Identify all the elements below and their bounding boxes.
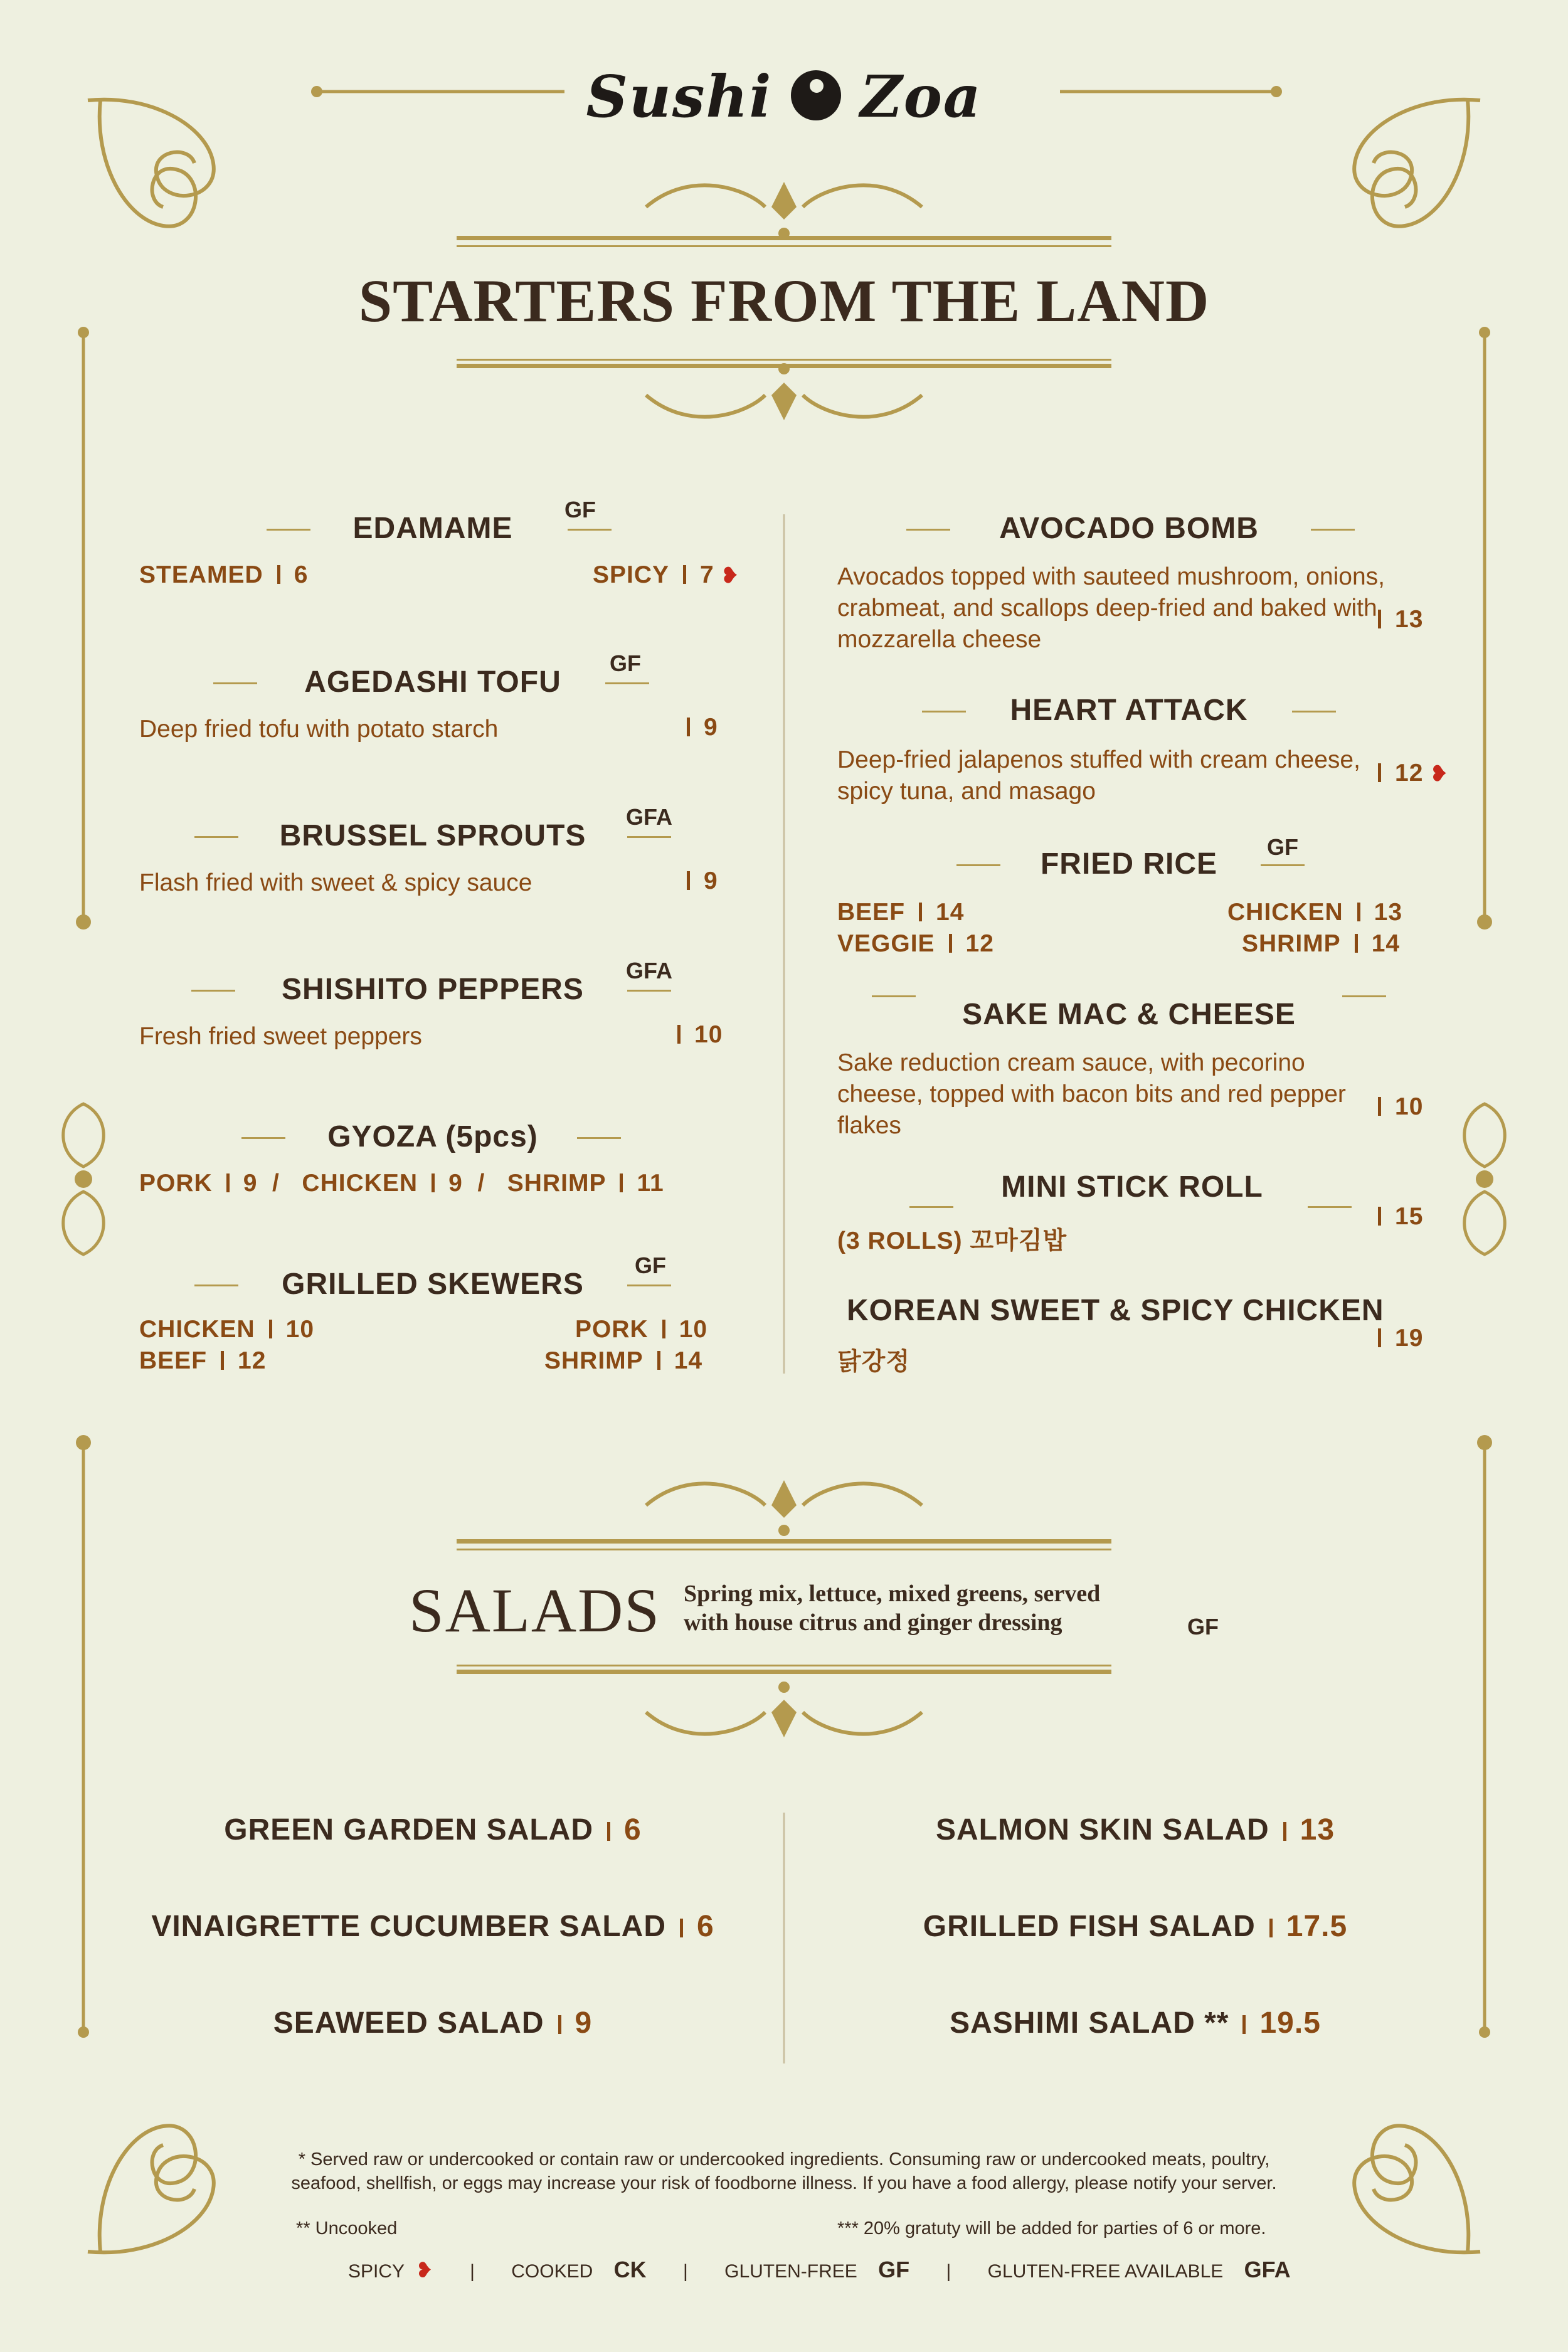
item-title-brussel-sprouts: BRUSSEL SPROUTS — [279, 819, 586, 852]
header-rule — [627, 1285, 671, 1286]
header-rule — [1342, 995, 1386, 997]
chili-pepper-icon: ❥ — [714, 564, 739, 588]
item-price: 12 ❥ — [1378, 760, 1448, 787]
option-beef: BEEF 12 — [139, 1347, 267, 1374]
tag-gf: GF — [635, 1253, 666, 1278]
item-title-gyoza: GYOZA (5pcs) — [327, 1120, 538, 1153]
tag-gf: GF — [1267, 834, 1298, 860]
option-veggie: VEGGIE 12 — [837, 930, 994, 957]
header-rule — [956, 864, 1000, 866]
warning-line1: * Served raw or undercooked or contain raw or undercooked ingredients. Consuming raw or undercooked meats, poultry, — [298, 2149, 1270, 2169]
option-chicken: CHICKEN 10 — [139, 1316, 315, 1343]
brand-logo — [0, 63, 1568, 130]
legend-gfa-code: GFA — [1244, 2257, 1291, 2282]
option-shrimp: SHRIMP 14 — [544, 1347, 703, 1374]
salads-desc-line2: with house citrus and ginger dressing — [684, 1609, 1062, 1636]
item-price: 13 — [1378, 606, 1423, 633]
header-rule — [909, 1206, 953, 1208]
chili-pepper-icon: ❥ — [409, 2259, 433, 2282]
tag-gf: GF — [1187, 1614, 1219, 1640]
header-rule — [241, 1137, 285, 1139]
gyoza-options: PORK 9 / CHICKEN 9 / SHRIMP 11 — [139, 1170, 664, 1197]
header-rule — [213, 682, 257, 684]
salad-vinaigrette-cucumber: VINAIGRETTE CUCUMBER SALAD 6 — [151, 1910, 714, 1943]
salads-title: SALADS — [409, 1576, 660, 1645]
option-pork: PORK 10 — [575, 1316, 708, 1343]
legend-gf-label: GLUTEN-FREE — [724, 2261, 857, 2282]
item-desc: Avocados topped with sauteed mushroom, onions, crabmeat, and scallops deep-fried and baked with mozzarella cheese — [837, 563, 1385, 653]
legend: SPICY ❥ | COOKED CK | GLUTEN-FREE GF | GLUTEN-FREE AVAILABLE GFA — [348, 2257, 1291, 2282]
item-title-heart-attack: HEART ATTACK — [1010, 694, 1248, 727]
header-rule — [194, 1285, 238, 1286]
legend-cooked-label: COOKED — [511, 2261, 593, 2282]
tag-gfa: GFA — [626, 804, 673, 830]
item-price: 9 — [687, 714, 718, 741]
warning-line2: seafood, shellfish, or eggs may increase your risk of foodborne illness. If you have a food allergy, please notify your server. — [291, 2173, 1277, 2193]
header-rule — [872, 995, 916, 997]
brand-name-left: Sushi — [586, 63, 773, 130]
header-rule — [191, 990, 235, 992]
salad-green-garden: GREEN GARDEN SALAD 6 — [224, 1813, 642, 1846]
salad-grilled-fish: GRILLED FISH SALAD 17.5 — [923, 1910, 1348, 1943]
item-price: 9 — [687, 867, 718, 895]
header-rule — [1292, 711, 1336, 712]
legend-cooked-code: CK — [613, 2257, 647, 2282]
header-rule — [194, 836, 238, 838]
option-steamed: STEAMED 6 — [139, 561, 309, 588]
salad-salmon-skin: SALMON SKIN SALAD 13 — [935, 1813, 1335, 1846]
item-title-fried-rice: FRIED RICE — [1040, 847, 1217, 881]
item-price: 15 — [1378, 1203, 1423, 1231]
salads-desc-line1: Spring mix, lettuce, mixed greens, served — [684, 1581, 1101, 1607]
option-spicy: SPICY 7 ❥ — [593, 561, 739, 588]
item-title-edamame: EDAMAME — [352, 512, 513, 545]
header-rule — [922, 711, 966, 712]
yin-yang-icon — [791, 70, 841, 120]
tag-gfa: GFA — [626, 958, 673, 983]
header-rule — [1308, 1206, 1352, 1208]
salad-seaweed: SEAWEED SALAD 9 — [273, 2006, 593, 2040]
header-rule — [1261, 864, 1305, 866]
starters-title: STARTERS FROM THE LAND — [358, 267, 1210, 334]
header-rule — [1311, 529, 1355, 531]
item-price: 10 — [677, 1021, 723, 1049]
legend-gfa-label: GLUTEN-FREE AVAILABLE — [987, 2261, 1224, 2282]
option-beef: BEEF 14 — [837, 899, 965, 926]
item-price: 10 — [1378, 1093, 1423, 1121]
item-desc: Deep fried tofu with potato starch — [139, 716, 499, 743]
item-desc: Flash fried with sweet & spicy sauce — [139, 869, 532, 896]
legend-spicy-label: SPICY — [348, 2261, 405, 2282]
item-title-mini-stick-roll: MINI STICK ROLL — [1001, 1170, 1263, 1204]
header-rule — [605, 682, 649, 684]
gratuity-note: *** 20% gratuty will be added for parties of 6 or more. — [837, 2218, 1266, 2238]
item-title-shishito-peppers: SHISHITO PEPPERS — [282, 973, 584, 1006]
chili-pepper-icon: ❥ — [1423, 762, 1449, 786]
item-title-avocado-bomb: AVOCADO BOMB — [999, 512, 1259, 545]
item-desc: Deep-fried jalapenos stuffed with cream cheese, spicy tuna, and masago — [837, 746, 1360, 805]
tag-gf: GF — [610, 650, 641, 676]
item-desc: Sake reduction cream sauce, with pecorino cheese, topped with bacon bits and red pepper flakes — [837, 1049, 1346, 1139]
tag-gf: GF — [564, 497, 596, 522]
header-rule — [577, 1137, 621, 1139]
option-chicken: CHICKEN 13 — [1227, 899, 1403, 926]
item-title-korean-chicken: KOREAN SWEET & SPICY CHICKEN — [847, 1294, 1384, 1327]
item-sub: 닭강정 — [837, 1348, 911, 1375]
uncooked-note: ** Uncooked — [296, 2218, 398, 2238]
item-title-grilled-skewers: GRILLED SKEWERS — [282, 1268, 584, 1301]
header-rule — [627, 836, 671, 838]
brand-name-right: Zoa — [860, 63, 982, 130]
item-title-sake-mac-cheese: SAKE MAC & CHEESE — [962, 998, 1296, 1031]
header-rule — [906, 529, 950, 531]
item-sub: (3 ROLLS) 꼬마김밥 — [837, 1227, 1067, 1254]
item-title-agedashi-tofu: AGEDASHI TOFU — [304, 665, 561, 699]
option-shrimp: SHRIMP 14 — [1242, 930, 1401, 957]
item-price: 19 — [1378, 1325, 1423, 1352]
header-rule — [627, 990, 671, 992]
salad-sashimi: SASHIMI SALAD ** 19.5 — [950, 2006, 1321, 2040]
item-desc: Fresh fried sweet peppers — [139, 1023, 422, 1050]
legend-gf-code: GF — [878, 2257, 910, 2282]
